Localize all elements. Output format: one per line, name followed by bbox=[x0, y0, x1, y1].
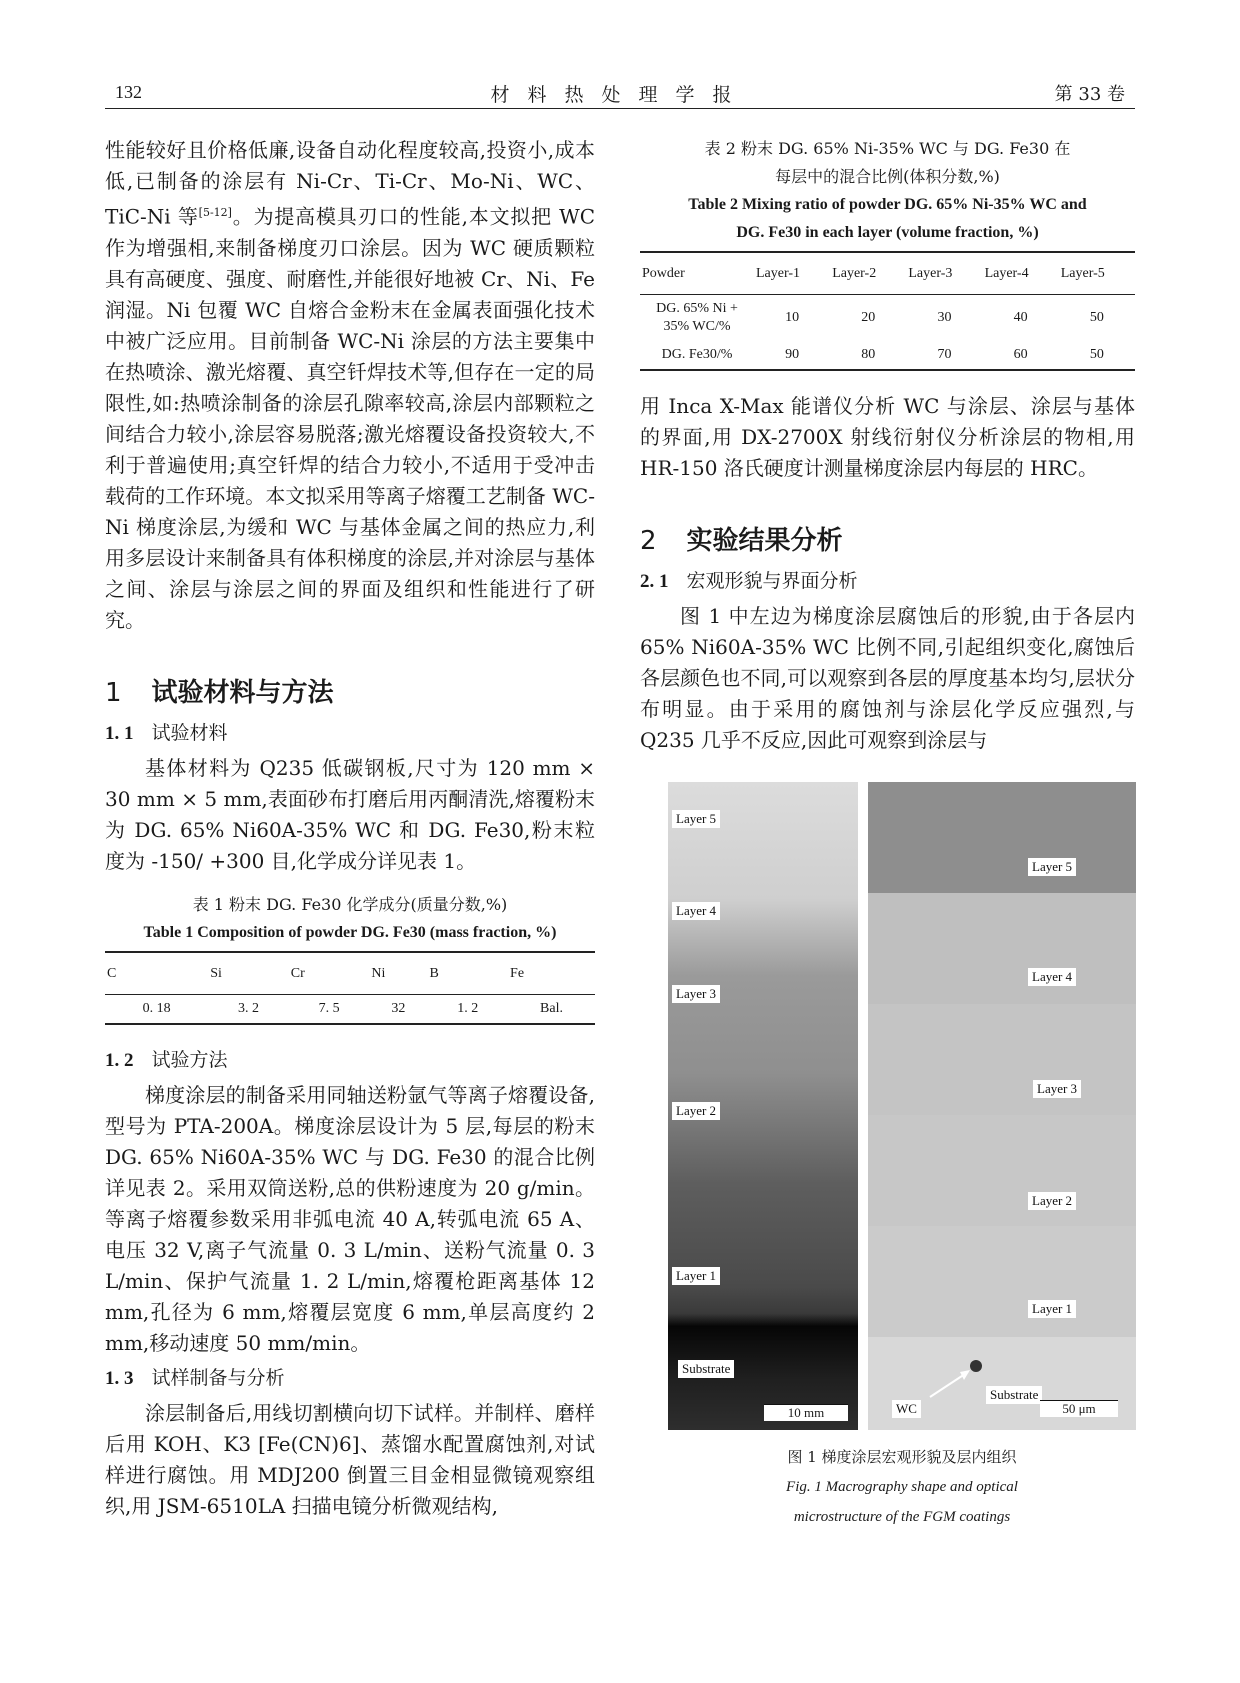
t2-cell: 50 bbox=[1089, 310, 1104, 325]
section-1-2-heading: 1. 2 试验方法 bbox=[105, 1048, 228, 1071]
wc-arrow bbox=[868, 782, 1136, 1430]
table-2-caption-cn-1: 表 2 粉末 DG. 65% Ni-35% WC 与 DG. Fe30 在 bbox=[704, 139, 1071, 158]
table-1 bbox=[105, 891, 595, 1025]
t2-cell: 70 bbox=[906, 341, 982, 370]
section-1-3-text: 涂层制备后,用线切割横向切下试样。并制样、磨样后用 KOH、K3 [Fe(CN)6]、蒸馏水配置腐蚀剂,对试样进行腐蚀。用 MDJ200 倒置三目金相显微镜观察组织,用 JSM-6510LA 扫描电镜分析微观结构, bbox=[105, 1400, 595, 1518]
t1-cell: 0. 18 bbox=[105, 994, 208, 1024]
macro-label-layer1: Layer 1 bbox=[672, 1267, 720, 1285]
section-1-1-heading: 1. 1 试验材料 bbox=[105, 721, 228, 744]
section-2-1-text: 图 1 中左边为梯度涂层腐蚀后的形貌,由于各层内 65% Ni60A-35% WC 比例不同,引起组织变化,腐蚀后各层颜色也不同,可以观察到各层的厚度基本均匀,层状分布明显。由于采用的腐蚀剂与涂层化学反应强烈,与 Q235 几乎不反应,因此可观察到涂层与 bbox=[640, 604, 1135, 752]
table-2-caption-en-2: DG. Fe30 in each layer (volume fraction, %) bbox=[736, 224, 1039, 241]
figure-1 bbox=[668, 782, 1136, 1430]
page-number: 132 bbox=[115, 82, 142, 102]
figure-1-caption-cn: 图 1 梯度涂层宏观形貌及层内组织 bbox=[787, 1448, 1017, 1466]
macro-label-layer5: Layer 5 bbox=[672, 810, 720, 828]
t2-cell: 30 bbox=[937, 310, 952, 325]
section-1-heading: 1 试验材料与方法 bbox=[105, 677, 334, 708]
t2-row-label: DG. 65% Ni + 35% WC/% bbox=[656, 301, 738, 334]
section-1-3-heading: 1. 3 试样制备与分析 bbox=[105, 1366, 285, 1389]
t1-cell: Bal. bbox=[508, 994, 595, 1024]
t2-cell: 60 bbox=[983, 341, 1059, 370]
macro-scale-bar: 10 mm bbox=[764, 1404, 848, 1421]
micro-label-layer5: Layer 5 bbox=[1028, 858, 1076, 876]
micro-scale-bar: 50 μm bbox=[1040, 1400, 1118, 1417]
citation-ref: [5-12] bbox=[198, 206, 232, 219]
macro-label-layer3: Layer 3 bbox=[672, 985, 720, 1003]
t1-header: B bbox=[427, 952, 508, 995]
macro-label-layer2: Layer 2 bbox=[672, 1102, 720, 1120]
t1-cell: 3. 2 bbox=[208, 994, 289, 1024]
t2-header: Powder bbox=[640, 252, 754, 295]
micro-label-substrate: Substrate bbox=[986, 1386, 1042, 1404]
t1-cell: 32 bbox=[369, 994, 427, 1024]
micro-label-layer2: Layer 2 bbox=[1028, 1192, 1076, 1210]
t2-cell: 50 bbox=[1059, 341, 1135, 370]
table-1-grid bbox=[105, 951, 595, 1025]
t1-cell: 7. 5 bbox=[289, 994, 370, 1024]
t2-header: Layer-1 bbox=[754, 252, 830, 295]
volume-label: 第 33 卷 bbox=[1054, 84, 1125, 105]
table-1-caption-en: Table 1 Composition of powder DG. Fe30 (mass fraction, %) bbox=[143, 923, 557, 941]
figure-1-caption-en-2: microstructure of the FGM coatings bbox=[793, 1509, 1011, 1525]
journal-title: 材料热处理学报 bbox=[490, 84, 750, 106]
t1-header: Fe bbox=[508, 952, 595, 995]
t1-header: Cr bbox=[289, 952, 370, 995]
macrograph-panel bbox=[668, 782, 858, 1430]
t2-cell: 90 bbox=[754, 341, 830, 370]
right-column bbox=[640, 135, 1135, 756]
figure-1-caption-en-1: Fig. 1 Macrography shape and optical bbox=[786, 1479, 1018, 1495]
t2-cell: 80 bbox=[830, 341, 906, 370]
table-2-grid bbox=[640, 251, 1135, 371]
micrograph-panel bbox=[868, 782, 1136, 1430]
micro-label-layer4: Layer 4 bbox=[1028, 968, 1076, 986]
table-2 bbox=[640, 135, 1135, 371]
t2-cell: 20 bbox=[861, 310, 876, 325]
micro-label-layer1: Layer 1 bbox=[1028, 1300, 1076, 1318]
intro-paragraph: 性能较好且价格低廉,设备自动化程度较高,投资小,成本低,已制备的涂层有 Ni-Cr、Ti-Cr、Mo-Ni、WC、TiC-Ni 等[5-12]。为提高模具刃口的性能,本文拟把 WC 作为增强相,来制备梯度刃口涂层。因为 WC 硬质颗粒具有高硬度、强度、耐磨性,并能很好地被 Cr、Ni、Fe 润湿。Ni 包覆 WC 自熔合金粉末在金属表面强化技术中被广泛应用。目前制备 WC-Ni 涂层的方法主要集中在热喷涂、激光熔覆、真空钎焊技术等,但存在一定的局限性,如:热喷涂制备的涂层孔隙率较高,涂层内部颗粒之间结合力较小,涂层容易脱落;激光熔覆设备投资较大,不利于普遍使用;真空钎焊的结合力较小,不适用于受冲击载荷的工作环境。本文拟采用等离子熔覆工艺制备 WC-Ni 梯度涂层,为缓和 WC 与基体金属之间的热应力,利用多层设计来制备具有体积梯度的涂层,并对涂层与基体之间、涂层与涂层之间的界面及组织和性能进行了研究。 bbox=[105, 138, 595, 632]
t1-header: Si bbox=[208, 952, 289, 995]
t2-header: Layer-2 bbox=[830, 252, 906, 295]
t2-header: Layer-3 bbox=[906, 252, 982, 295]
running-header bbox=[105, 78, 1135, 109]
left-column bbox=[105, 135, 595, 1522]
figure-1-caption bbox=[668, 1442, 1136, 1532]
t1-cell: 1. 2 bbox=[427, 994, 508, 1024]
t2-header: Layer-4 bbox=[983, 252, 1059, 295]
micro-label-wc: WC bbox=[892, 1400, 921, 1418]
section-2-1-heading: 2. 1 宏观形貌与界面分析 bbox=[640, 570, 858, 592]
table-2-caption-en-1: Table 2 Mixing ratio of powder DG. 65% Ni-35% WC and bbox=[688, 196, 1087, 213]
macro-label-layer4: Layer 4 bbox=[672, 902, 720, 920]
t1-header: Ni bbox=[369, 952, 427, 995]
micro-label-layer3: Layer 3 bbox=[1033, 1080, 1081, 1098]
section-1-1-text: 基体材料为 Q235 低碳钢板,尺寸为 120 mm × 30 mm × 5 mm,表面砂布打磨后用丙酮清洗,熔覆粉末为 DG. 65% Ni60A-35% WC 和 DG. Fe30,粉末粒度为 -150/ +300 目,化学成分详见表 1。 bbox=[105, 755, 595, 873]
t2-cell: 10 bbox=[785, 310, 800, 325]
table-1-caption-cn: 表 1 粉末 DG. Fe30 化学成分(质量分数,%) bbox=[192, 894, 508, 914]
t2-cell: 40 bbox=[1013, 310, 1028, 325]
t2-header: Layer-5 bbox=[1059, 252, 1135, 295]
table-2-caption-cn-2: 每层中的混合比例(体积分数,%) bbox=[775, 167, 1000, 186]
analysis-paragraph: 用 Inca X-Max 能谱仪分析 WC 与涂层、涂层与基体的界面,用 DX-2700X 射线衍射仪分析涂层的物相,用 HR-150 洛氏硬度计测量梯度涂层内每层的 HRC。 bbox=[640, 394, 1135, 480]
t2-row-label: DG. Fe30/% bbox=[640, 341, 754, 370]
t1-header: C bbox=[105, 952, 208, 995]
macro-label-substrate: Substrate bbox=[678, 1360, 734, 1378]
section-2-heading: 2 实验结果分析 bbox=[640, 526, 843, 556]
section-1-2-text: 梯度涂层的制备采用同轴送粉氩气等离子熔覆设备,型号为 PTA-200A。梯度涂层设计为 5 层,每层的粉末 DG. 65% Ni60A-35% WC 与 DG. Fe30 的混合比例详见表 2。采用双筒送粉,总的供粉速度为 20 g/min。等离子熔覆参数采用非弧电流 40 A,转弧电流 65 A、电压 32 V,离子气流量 0. 3 L/min、送粉气流量 0. 3 L/min、保护气流量 1. 2 L/min,熔覆枪距离基体 12 mm,孔径为 6 mm,熔覆层宽度 6 mm,单层高度约 2 mm,移动速度 50 mm/min。 bbox=[105, 1082, 595, 1355]
